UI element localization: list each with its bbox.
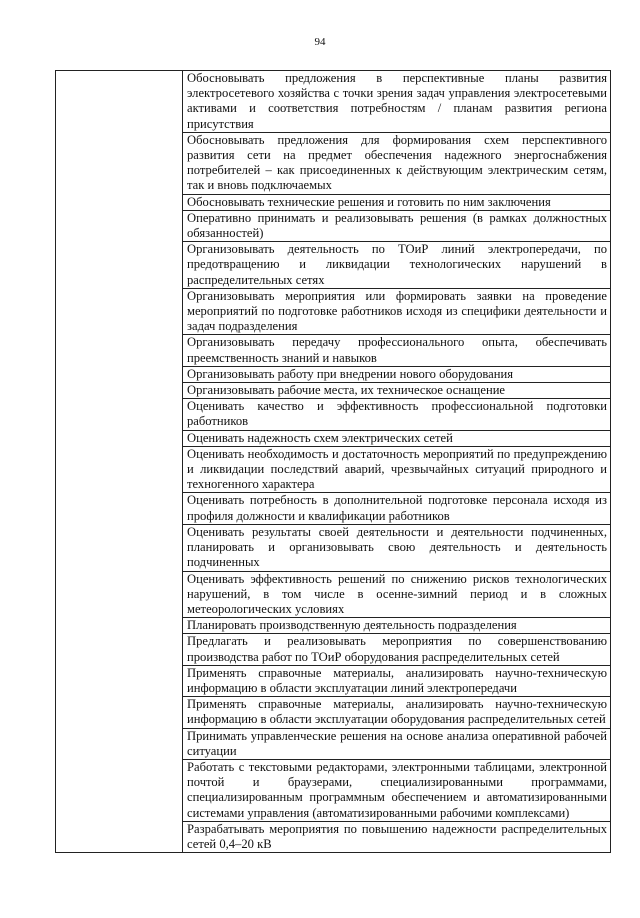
skill-item: Оценивать потребность в дополнительной подготовке персонала исходя из профиля должности и квалификации работников <box>183 493 611 524</box>
skills-table <box>55 70 611 853</box>
page-number: 94 <box>314 36 326 48</box>
skill-item: Разрабатывать мероприятия по повышению надежности распределительных сетей 0,4–20 кВ <box>183 821 611 852</box>
skill-item: Организовывать мероприятия или формировать заявки на проведение мероприятий по подготовке работников исходя из специфики деятельности и задач подразделения <box>183 288 611 335</box>
skill-item: Работать с текстовыми редакторами, электронными таблицами, электронной почтой и браузерами, специализированными программами, специализированным программным обеспечением и автоматизированными системами управления (автоматизированными рабочими комплексами) <box>183 759 611 821</box>
skill-item: Оценивать необходимость и достаточность мероприятий по предупреждению и ликвидации последствий аварий, чрезвычайных ситуаций природного и техногенного характера <box>183 446 611 493</box>
skill-item: Применять справочные материалы, анализировать научно-техническую информацию в области эксплуатации линий электропередачи <box>183 665 611 696</box>
skill-item: Оценивать эффективность решений по снижению рисков технологических нарушений, в том числе в осенне-зимний период и в сложных метеорологических условиях <box>183 571 611 618</box>
skill-item: Обосновывать технические решения и готовить по ним заключения <box>183 194 611 210</box>
skill-item: Принимать управленческие решения на основе анализа оперативной рабочей ситуации <box>183 728 611 759</box>
left-column-cell <box>56 71 183 853</box>
skill-item: Оценивать качество и эффективность профессиональной подготовки работников <box>183 399 611 430</box>
skill-item: Предлагать и реализовывать мероприятия по совершенствованию производства работ по ТОиР оборудования распределительных сетей <box>183 634 611 665</box>
skill-item: Обосновывать предложения в перспективные планы развития электросетевого хозяйства с точки зрения задач управления электросетевыми активами и соответствия потребностям / планам развития региона присутствия <box>183 71 611 133</box>
skill-item: Организовывать работу при внедрении нового оборудования <box>183 366 611 382</box>
skill-item: Оценивать надежность схем электрических сетей <box>183 430 611 446</box>
skill-item: Оперативно принимать и реализовывать решения (в рамках должностных обязанностей) <box>183 210 611 241</box>
skill-item: Применять справочные материалы, анализировать научно-техническую информацию в области эксплуатации оборудования распределительных сетей <box>183 697 611 728</box>
table-row <box>56 71 611 133</box>
skill-item: Планировать производственную деятельность подразделения <box>183 618 611 634</box>
skill-item: Организовывать рабочие места, их техническое оснащение <box>183 383 611 399</box>
skill-item: Организовывать передачу профессионального опыта, обеспечивать преемственность знаний и навыков <box>183 335 611 366</box>
skill-item: Обосновывать предложения для формирования схем перспективного развития сети на предмет обеспечения надежного энергоснабжения потребителей – как присоединенных к действующим электрическим сетям, так и вновь подключаемых <box>183 132 611 194</box>
skill-item: Оценивать результаты своей деятельности и деятельности подчиненных, планировать и организовывать свою деятельность и деятельность подчиненных <box>183 524 611 571</box>
skill-item: Организовывать деятельность по ТОиР линий электропередачи, по предотвращению и ликвидации технологических нарушений в распределительных сетях <box>183 242 611 289</box>
